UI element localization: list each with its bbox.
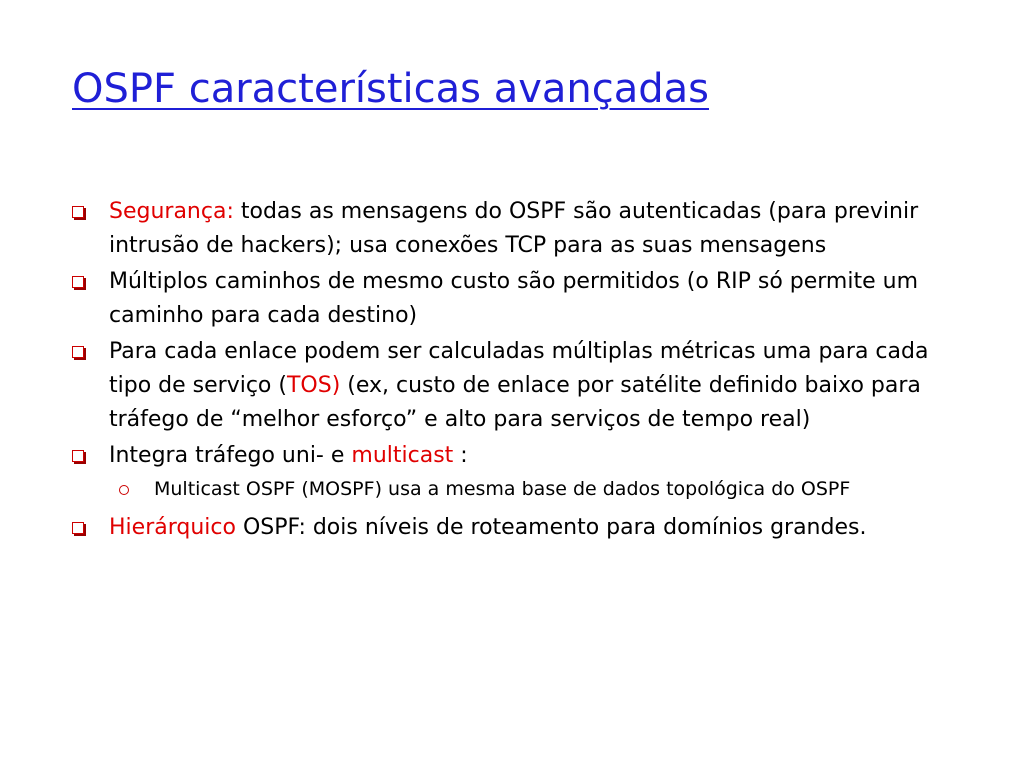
square-bullet-icon bbox=[72, 522, 84, 534]
circle-bullet-icon bbox=[119, 485, 129, 495]
bullet-item-security bbox=[72, 195, 972, 263]
bullet-text-after: (ex, custo de enlace por satélite definido baixo para tráfego de “melhor esforço” e alto para serviços de tempo real) bbox=[109, 373, 921, 432]
bullet-highlight: multicast bbox=[351, 443, 454, 468]
bullet-item-multipath bbox=[72, 265, 972, 333]
bullet-item-multicast bbox=[72, 439, 972, 473]
square-bullet-icon bbox=[72, 346, 84, 358]
bullet-text-before: Para cada enlace podem ser calculadas múltiplas métricas uma para cada tipo de serviço ( bbox=[109, 339, 929, 398]
bullet-text: OSPF: dois níveis de roteamento para domínios grandes. bbox=[235, 515, 867, 540]
square-bullet-icon bbox=[72, 206, 84, 218]
bullet-text-after: : bbox=[453, 443, 468, 468]
bullet-item-hierarchical bbox=[72, 511, 972, 545]
bullet-text-before: Integra tráfego uni- e bbox=[109, 443, 352, 468]
sub-bullet-item-mospf bbox=[119, 475, 972, 503]
bullet-text: todas as mensagens do OSPF são autenticadas (para previnir intrusão de hackers); usa conexões TCP para as suas mensagens bbox=[109, 199, 919, 258]
bullet-text: Múltiplos caminhos de mesmo custo são permitidos (o RIP só permite um caminho para cada destino) bbox=[109, 269, 919, 328]
slide-title: OSPF características avançadas bbox=[72, 66, 710, 112]
square-bullet-icon bbox=[72, 276, 84, 288]
square-bullet-icon bbox=[72, 450, 84, 462]
bullet-highlight: Hierárquico bbox=[109, 515, 236, 540]
sub-bullet-text: Multicast OSPF (MOSPF) usa a mesma base de dados topológica do OSPF bbox=[154, 478, 851, 500]
bullet-item-metrics bbox=[72, 335, 972, 437]
bullet-list bbox=[72, 195, 972, 547]
bullet-highlight: Segurança: bbox=[109, 199, 234, 224]
bullet-highlight: TOS) bbox=[286, 373, 341, 398]
